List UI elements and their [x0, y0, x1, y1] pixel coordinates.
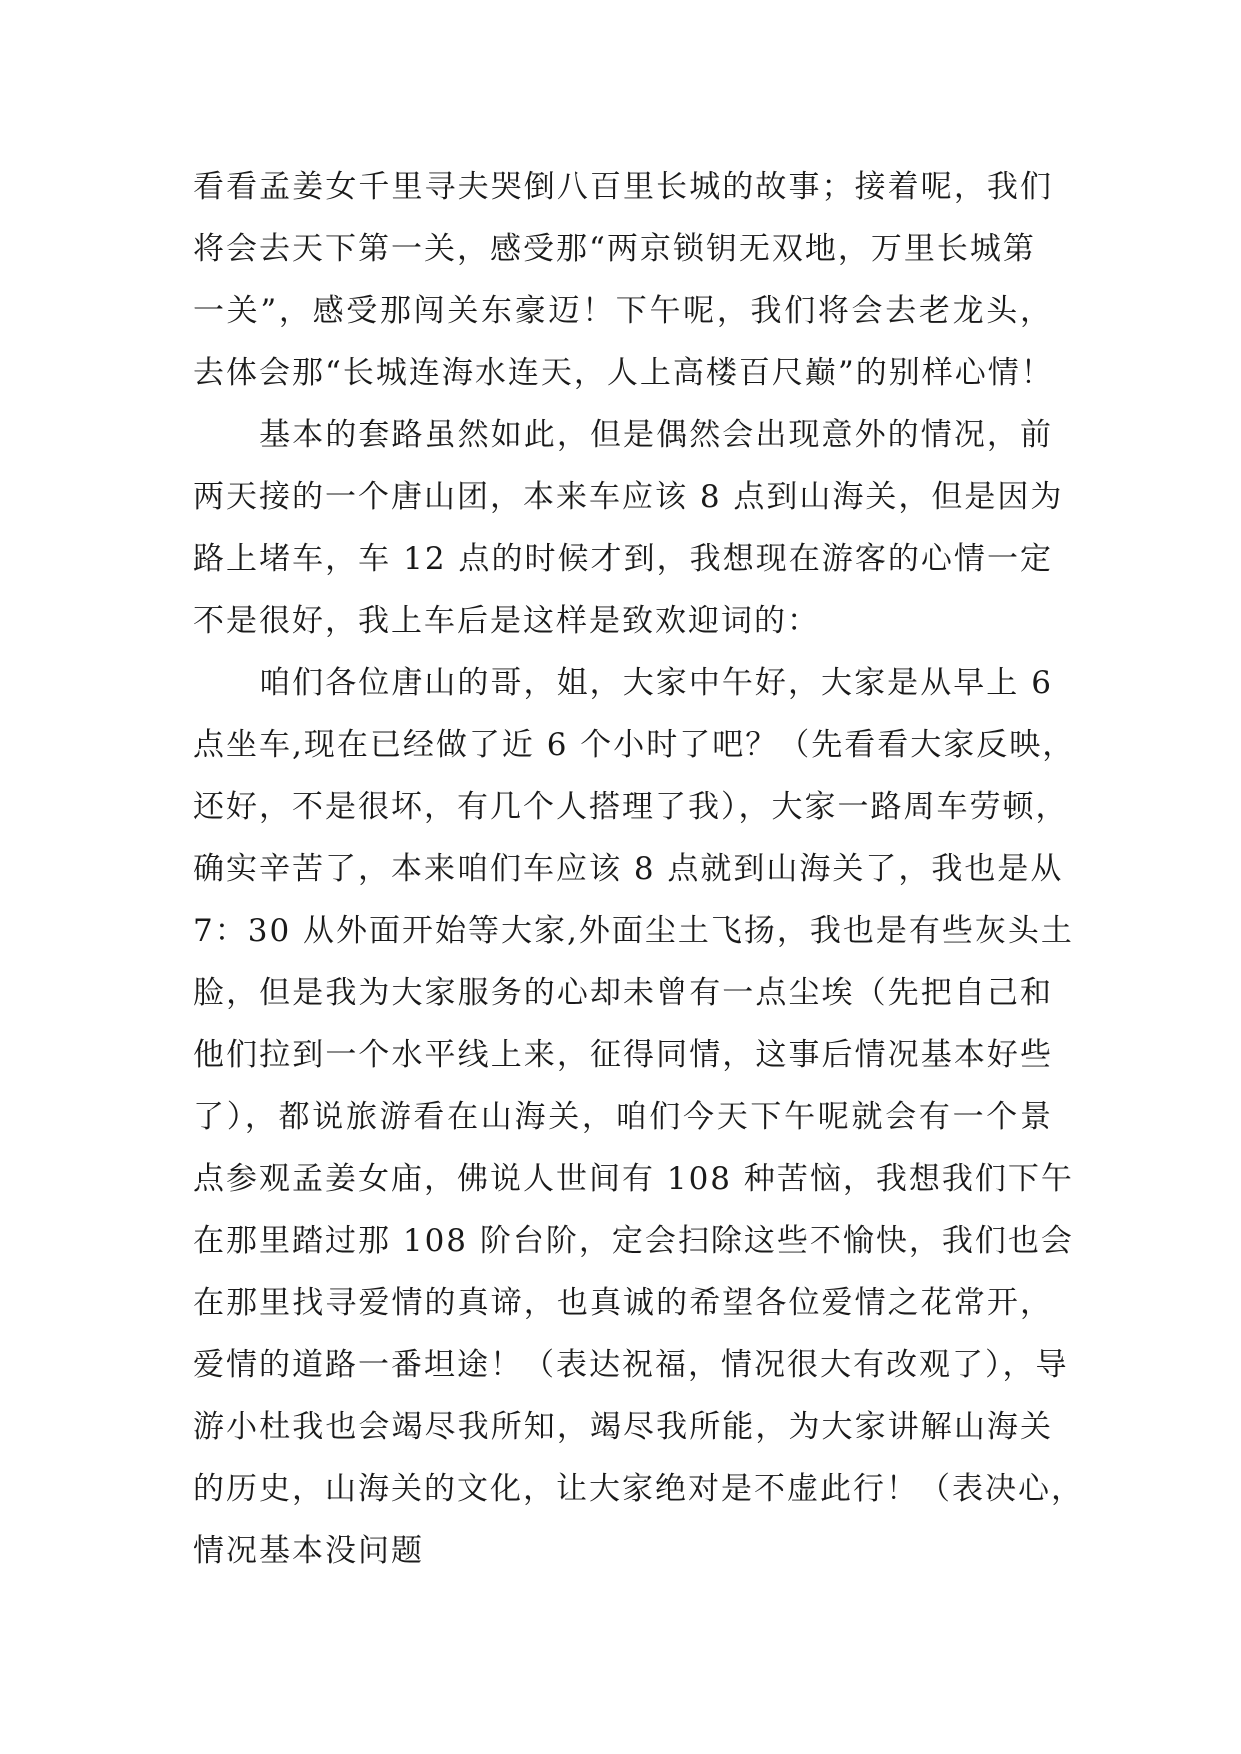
text-line: 还好，不是很坏，有几个人搭理了我），大家一路周车劳顿， — [193, 789, 1069, 825]
text-line: 他们拉到一个水平线上来，征得同情，这事后情况基本好些 — [193, 1037, 1053, 1073]
text-line: 的历史，山海关的文化，让大家绝对是不虚此行！（表决心， — [193, 1471, 1084, 1507]
text-line: 点坐车,现在已经做了近 6 个小时了吧？（先看看大家反映， — [193, 727, 1076, 763]
body-text — [193, 156, 1084, 1582]
text-line: 在那里踏过那 108 阶台阶，定会扫除这些不愉快，我们也会 — [193, 1223, 1074, 1259]
text-line: 脸，但是我为大家服务的心却未曾有一点尘埃（先把自己和 — [193, 975, 1053, 1011]
text-line: 了），都说旅游看在山海关，咱们今天下午呢就会有一个景 — [193, 1099, 1053, 1135]
paragraph-end-line: 不是很好，我上车后是这样是致欢迎词的： — [193, 603, 820, 639]
text-line: 爱情的道路一番坦途！（表达祝福，情况很大有改观了），导 — [193, 1347, 1069, 1383]
text-line: 咱们各位唐山的哥，姐，大家中午好，大家是从早上 6 — [193, 665, 1053, 701]
text-line: 将会去天下第一关，感受那“两京锁钥无双地，万里长城第 — [193, 231, 1036, 267]
text-line: 基本的套路虽然如此，但是偶然会出现意外的情况，前 — [193, 417, 1053, 453]
text-line: 在那里找寻爱情的真谛，也真诚的希望各位爱情之花常开， — [193, 1285, 1053, 1321]
text-line: 看看孟姜女千里寻夫哭倒八百里长城的故事；接着呢，我们 — [193, 169, 1053, 205]
paragraph-end-line: 情况基本没问题 — [193, 1533, 424, 1569]
text-line: 两天接的一个唐山团，本来车应该 8 点到山海关，但是因为 — [193, 479, 1064, 515]
text-line: 点参观孟姜女庙，佛说人世间有 108 种苦恼，我想我们下午 — [193, 1161, 1074, 1197]
text-line: 一关”，感受那闯关东豪迈！下午呢，我们将会去老龙头， — [193, 293, 1053, 329]
text-line: 确实辛苦了，本来咱们车应该 8 点就到山海关了，我也是从 — [193, 851, 1064, 887]
text-line: 游小杜我也会竭尽我所知，竭尽我所能，为大家讲解山海关 — [193, 1409, 1053, 1445]
text-line: 7：30 从外面开始等大家,外面尘土飞扬，我也是有些灰头土 — [193, 913, 1074, 949]
text-line: 路上堵车，车 12 点的时候才到，我想现在游客的心情一定 — [193, 541, 1053, 577]
paragraph-end-line: 去体会那“长城连海水连天，人上高楼百尺巅”的别样心情！ — [193, 355, 1054, 391]
